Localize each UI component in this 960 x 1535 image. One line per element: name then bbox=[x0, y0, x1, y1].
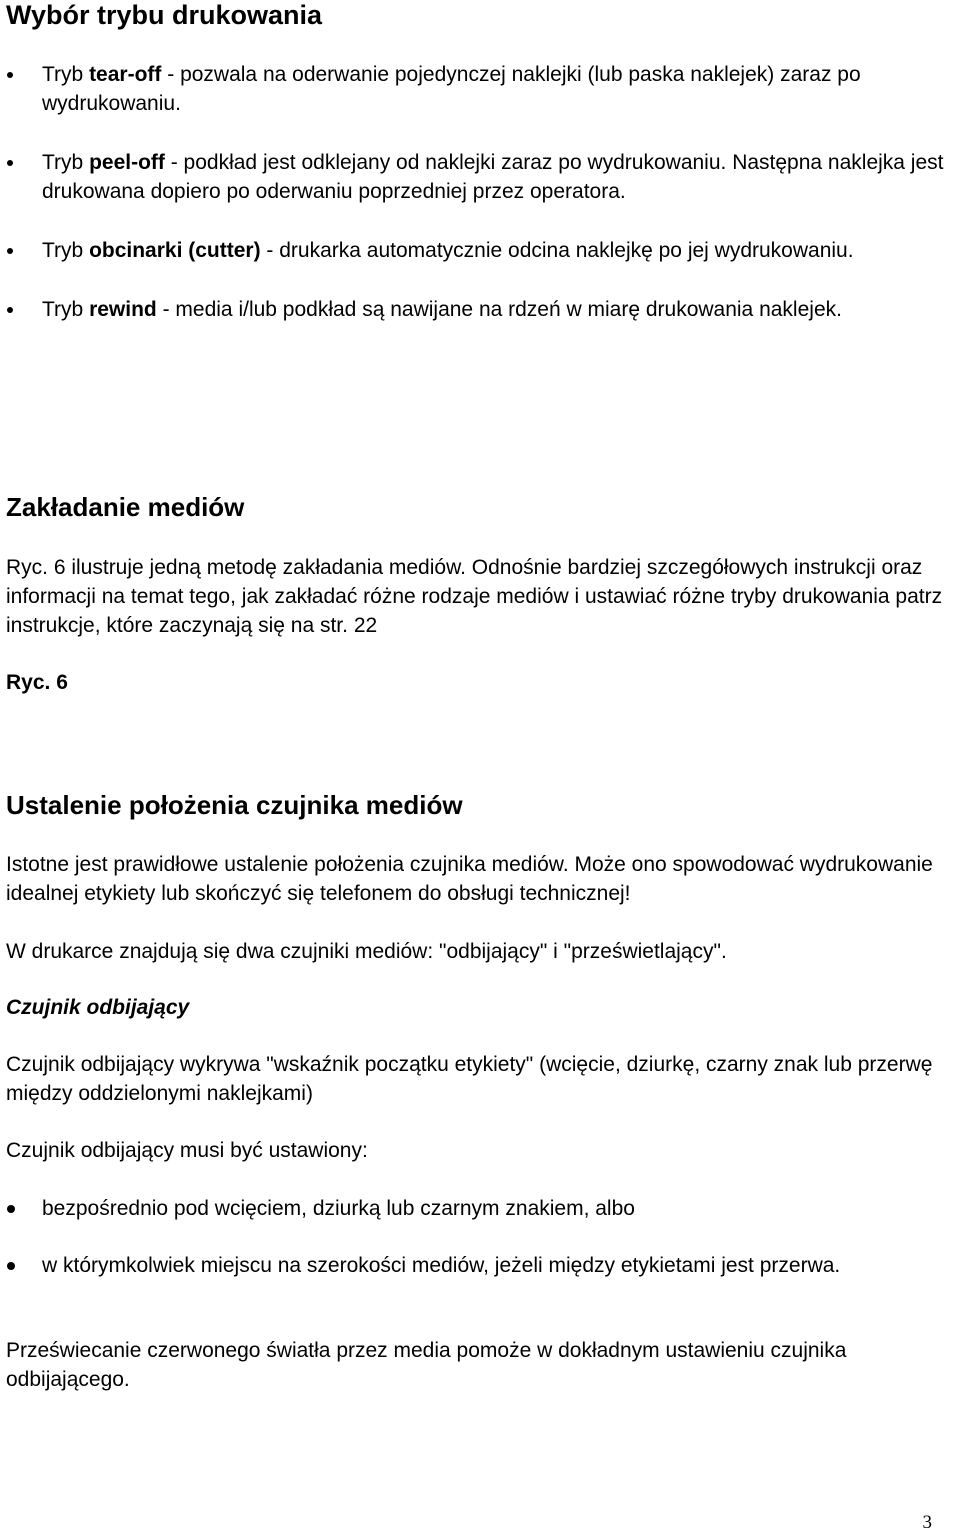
bullet-icon bbox=[7, 72, 13, 78]
mode-description: - pozwala na oderwanie pojedynczej naklejki (lub paska naklejek) zaraz po wydrukowaniu. bbox=[42, 63, 861, 115]
figure-label: Ryc. 6 bbox=[6, 671, 68, 694]
mode-description: - podkład jest odklejany od naklejki zaraz po wydrukowaniu. Następna naklejka jest drukowana dopiero po oderwaniu poprzedniej przez operatora. bbox=[42, 151, 944, 203]
bullet-icon bbox=[7, 248, 13, 254]
list-item-text: w którymkolwiek miejscu na szerokości mediów, jeżeli między etykietami jest przerwa. bbox=[42, 1254, 841, 1277]
mode-prefix: Tryb bbox=[42, 239, 90, 262]
mode-description: - drukarka automatycznie odcina naklejkę po jej wydrukowaniu. bbox=[260, 239, 854, 262]
list-item bbox=[0, 60, 950, 118]
sensor-types-paragraph: W drukarce znajdują się dwa czujniki mediów: "odbijający" i "prześwietlający". bbox=[6, 940, 727, 963]
mode-prefix: Tryb bbox=[42, 298, 90, 321]
mode-term: tear-off bbox=[89, 63, 162, 86]
reflective-sensor-description: Czujnik odbijający wykrywa "wskaźnik początku etykiety" (wcięcie, dziurkę, czarny znak lub przerwę między oddzielonymi naklejkami) bbox=[6, 1053, 933, 1105]
mode-prefix: Tryb bbox=[42, 63, 90, 86]
mode-prefix: Tryb bbox=[42, 151, 90, 174]
page-number: 3 bbox=[922, 1512, 932, 1533]
print-modes-list bbox=[0, 60, 950, 354]
list-item-text: bezpośrednio pod wcięciem, dziurką lub czarnym znakiem, albo bbox=[42, 1197, 635, 1220]
list-item bbox=[0, 236, 950, 265]
section-heading-media-loading: Zakładanie mediów bbox=[6, 492, 245, 522]
sensor-intro-paragraph: Istotne jest prawidłowe ustalenie położenia czujnika mediów. Może ono spowodować wydrukowanie idealnej etykiety lub skończyć się telefonem do obsługi technicznej! bbox=[6, 853, 933, 905]
bullet-icon bbox=[7, 307, 13, 313]
section-heading-print-mode: Wybór trybu drukowania bbox=[6, 0, 323, 30]
bullet-icon bbox=[7, 160, 13, 166]
media-loading-paragraph: Ryc. 6 ilustruje jedną metodę zakładania mediów. Odnośnie bardziej szczegółowych instrukcji oraz informacji na temat tego, jak zakładać różne rodzaje mediów i ustawiać różne tryby drukowania patrz instrukcje, które zaczynają się na str. 22 bbox=[6, 556, 943, 637]
bullet-icon bbox=[7, 1262, 15, 1270]
subheading-reflective-sensor: Czujnik odbijający bbox=[6, 996, 190, 1019]
reflective-sensor-setup-intro: Czujnik odbijający musi być ustawiony: bbox=[6, 1139, 368, 1162]
sensor-position-list bbox=[0, 1194, 950, 1308]
list-item bbox=[0, 1194, 950, 1223]
mode-term: rewind bbox=[89, 298, 157, 321]
list-item bbox=[0, 295, 950, 324]
mode-description: - media i/lub podkład są nawijane na rdzeń w miarę drukowania naklejek. bbox=[156, 298, 842, 321]
red-light-tip-paragraph: Przeświecanie czerwonego światła przez media pomoże w dokładnym ustawieniu czujnika odbijającego. bbox=[6, 1339, 847, 1391]
list-item bbox=[0, 148, 950, 206]
list-item bbox=[0, 1251, 950, 1280]
section-heading-sensor-position: Ustalenie położenia czujnika mediów bbox=[6, 790, 463, 820]
bullet-icon bbox=[7, 1205, 15, 1213]
mode-term: obcinarki (cutter) bbox=[89, 239, 261, 262]
mode-term: peel-off bbox=[89, 151, 165, 174]
